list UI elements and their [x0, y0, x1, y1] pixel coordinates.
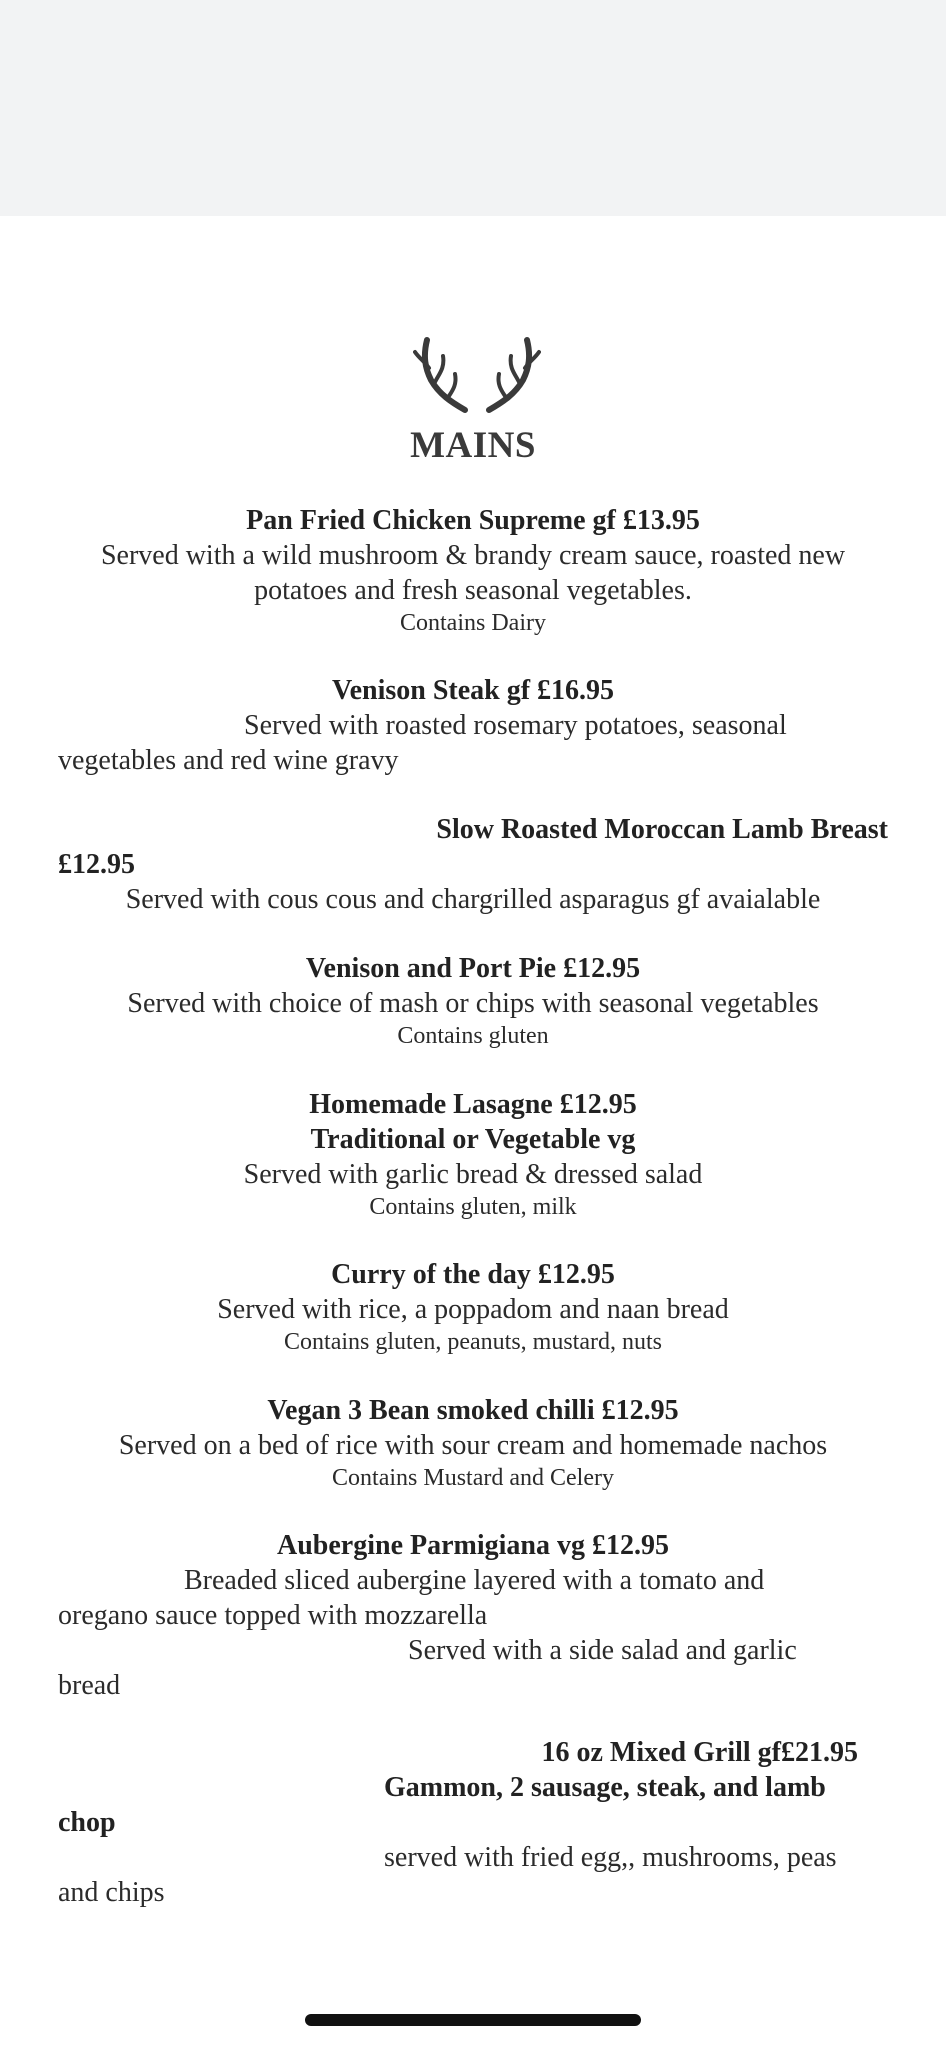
item-subtitle: Traditional or Vegetable vg [310, 1124, 636, 1155]
menu-item [58, 812, 888, 917]
antlers-icon [413, 334, 541, 414]
item-title: Vegan 3 Bean smoked chilli £12.95 [267, 1395, 679, 1426]
item-subtitle: Gammon, 2 sausage, steak, and lamb chop [58, 1772, 826, 1838]
item-title: Homemade Lasagne £12.95 [309, 1089, 637, 1120]
item-title: Aubergine Parmigiana vg £12.95 [277, 1530, 669, 1561]
menu-item [58, 503, 888, 638]
menu-item [58, 1257, 888, 1357]
item-description: Served on a bed of rice with sour cream and homemade nachos [118, 1430, 828, 1461]
menu-item [58, 1087, 888, 1222]
item-allergens: Contains gluten [397, 1023, 549, 1049]
item-title: 16 oz Mixed Grill gf£21.95 [541, 1737, 858, 1768]
top-gray-band [0, 0, 946, 216]
item-description: Served with garlic bread & dressed salad [243, 1159, 703, 1190]
item-title: Venison and Port Pie £12.95 [305, 953, 641, 984]
item-description: Served with a wild mushroom & brandy cream sauce, roasted new potatoes and fresh seasonal vegetables. [100, 540, 846, 606]
item-allergens: Contains gluten, peanuts, mustard, nuts [284, 1329, 662, 1355]
menu-item [58, 1393, 888, 1493]
item-description: served with fried egg,, mushrooms, peas and chips [58, 1842, 837, 1908]
item-description: Served with rice, a poppadom and naan bread [217, 1294, 729, 1325]
item-description: Served with cous cous and chargrilled asparagus gf avaialable [125, 884, 821, 915]
menu-item [58, 1735, 888, 1910]
item-allergens: Contains gluten, milk [369, 1194, 577, 1220]
item-title: Venison Steak gf £16.95 [331, 675, 615, 706]
item-description: Breaded sliced aubergine layered with a tomato and oregano sauce topped with mozzarella [58, 1565, 765, 1631]
menu-item [58, 951, 888, 1051]
item-title: Slow Roasted Moroccan Lamb Breast [436, 814, 888, 845]
menu-heading: MAINS [410, 425, 536, 466]
item-title: Pan Fried Chicken Supreme gf £13.95 [246, 505, 700, 536]
item-title: Curry of the day £12.95 [331, 1259, 615, 1290]
item-allergens: Contains Mustard and Celery [332, 1465, 614, 1491]
item-description: Served with roasted rosemary potatoes, seasonal vegetables and red wine gravy [58, 710, 787, 776]
item-allergens: Contains Dairy [400, 610, 546, 636]
item-title-price: £12.95 [58, 849, 135, 880]
menu-item [58, 1528, 888, 1703]
menu-item [58, 673, 888, 778]
item-description-2: Served with a side salad and garlic bread [58, 1635, 797, 1701]
item-description: Served with choice of mash or chips with seasonal vegetables [127, 988, 819, 1019]
home-indicator[interactable] [305, 2014, 641, 2026]
